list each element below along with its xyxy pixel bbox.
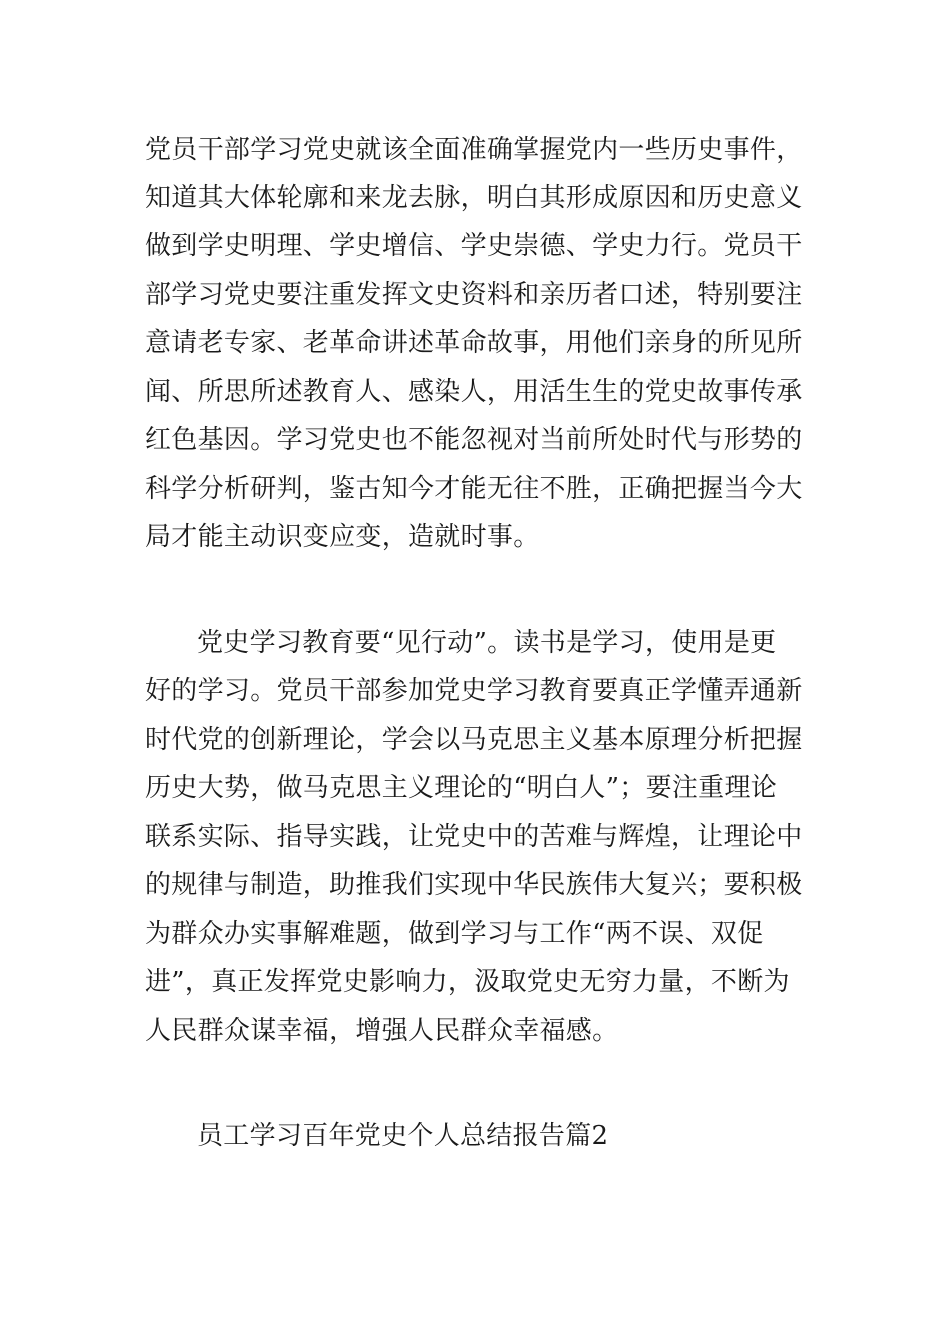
paragraph-1-line-6: 闻、所思所述教育人、感染人，用活生生的党史故事传承 [145, 377, 803, 407]
paragraph-2-line-2: 好的学习。党员干部参加党史学习教育要真正学懂弄通新 [145, 676, 803, 706]
paragraph-2-line-8: 进”，真正发挥党史影响力，汲取党史无穷力量，不断为 [145, 967, 790, 997]
paragraph-2-line-1: 党史学习教育要“见行动”。读书是学习，使用是更 [197, 628, 777, 658]
paragraph-1-line-8: 科学分析研判，鉴古知今才能无往不胜，正确把握当今大 [145, 474, 803, 504]
paragraph-2-line-3: 时代党的创新理论，学会以马克思主义基本原理分析把握 [145, 725, 803, 755]
paragraph-2-line-6: 的规律与制造，助推我们实现中华民族伟大复兴；要积极 [145, 870, 803, 900]
paragraph-2-line-9: 人民群众谋幸福，增强人民群众幸福感。 [145, 1016, 619, 1046]
paragraph-2-line-5: 联系实际、指导实践，让党史中的苦难与辉煌，让理论中 [145, 822, 803, 852]
paragraph-1-line-9: 局才能主动识变应变，造就时事。 [145, 522, 540, 552]
paragraph-1-line-3: 做到学史明理、学史增信、学史崇德、学史力行。党员干 [145, 231, 803, 261]
paragraph-1-line-1: 党员干部学习党史就该全面准确掌握党内一些历史事件， [145, 135, 803, 165]
paragraph-1-line-5: 意请老专家、老革命讲述革命故事，用他们亲身的所见所 [145, 328, 803, 358]
paragraph-1-line-4: 部学习党史要注重发挥文史资料和亲历者口述，特别要注 [145, 280, 803, 310]
paragraph-1-line-7: 红色基因。学习党史也不能忽视对当前所处时代与形势的 [145, 425, 803, 455]
paragraph-2-line-4: 历史大势，做马克思主义理论的“明白人”；要注重理论 [145, 773, 778, 803]
paragraph-2-line-7: 为群众办实事解难题，做到学习与工作“两不误、双促 [145, 919, 764, 949]
paragraph-1-line-2: 知道其大体轮廓和来龙去脉，明白其形成原因和历史意义 [145, 183, 803, 213]
section-heading: 员工学习百年党史个人总结报告篇2 [197, 1121, 609, 1151]
